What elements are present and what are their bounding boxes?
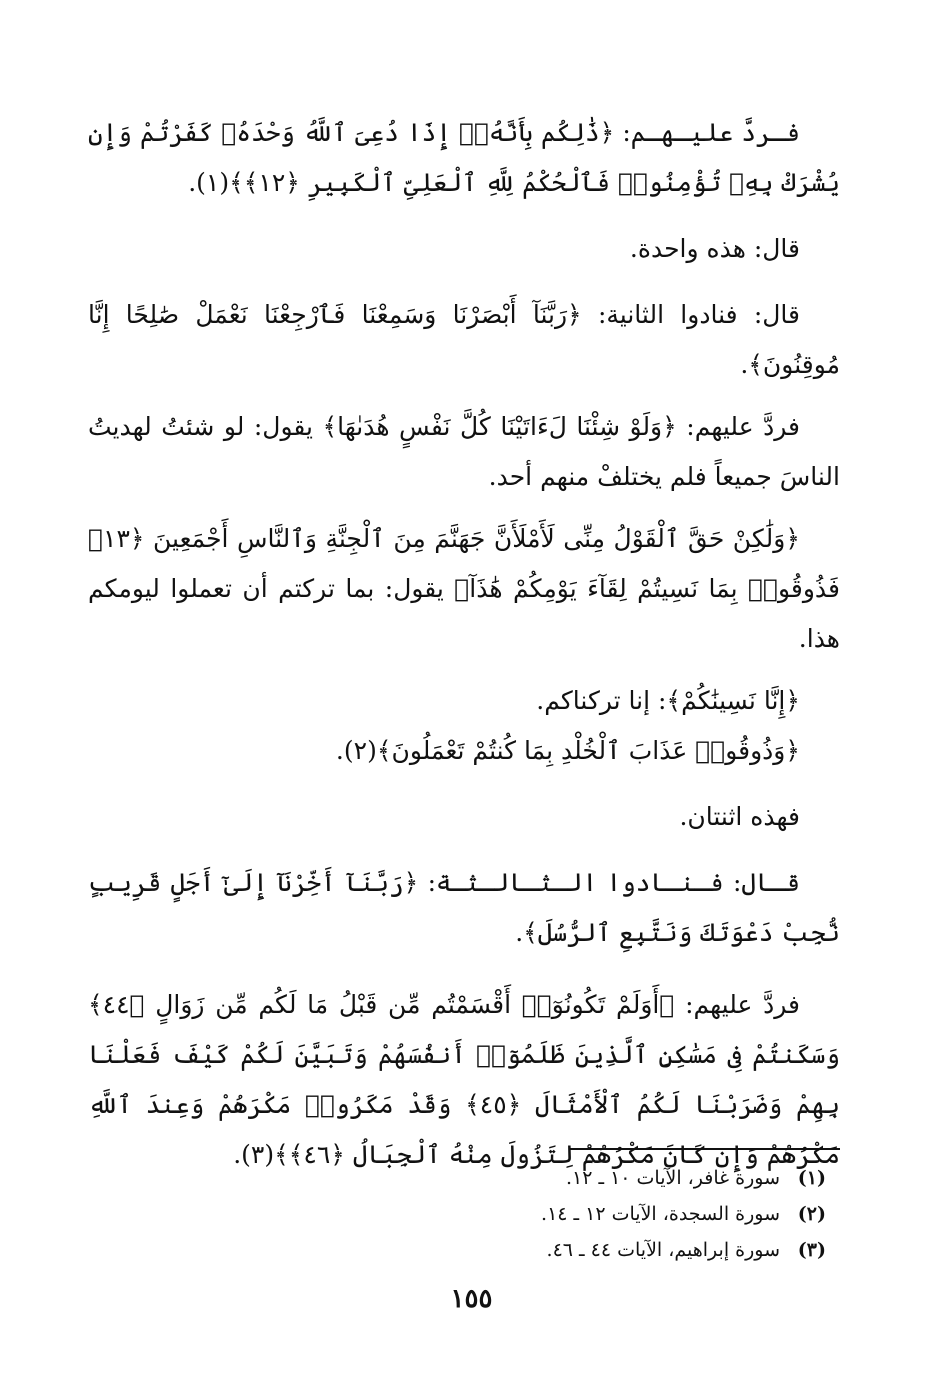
paragraph-6: ﴿إِنَّا نَسِينَٰكُمْ﴾: إنا تركناكم.	[536, 686, 800, 715]
main-text	[88, 108, 840, 1180]
paragraph-5: ﴿وَلَٰكِنْ حَقَّ ٱلْقَوْلُ مِنِّى لَأَمْلَأَنَّ جَهَنَّمَ مِنَ ٱلْجِنَّةِ وَٱلنَّاسِ أَجْمَعِينَ ﴿١٣﴾ فَذُوقُوا۟ بِمَا نَسِيتُمْ لِقَآءَ يَوْمِكُمْ هَٰذَآ﴾ يقول: بما تركتم أن تعملوا ليومكم هذا.	[88, 524, 840, 653]
paragraph-7: ﴿وَذُوقُوا۟ عَذَابَ ٱلْخُلْدِ بِمَا كُنتُمْ تَعْمَلُونَ﴾(٢).	[335, 736, 800, 765]
footnote-number: (٢)	[797, 1203, 826, 1225]
footnote-number: (٣)	[797, 1239, 826, 1261]
paragraph-9: قـال: فـنـادوا الـثـالـثـة: ﴿رَبَّنَآ أَخِّرْنَآ إِلَىٰٓ أَجَلٍ قَرِيبٍ نُّجِبْ دَعْوَتَكَ وَنَتَّبِعِ ٱلرُّسُلَ﴾.	[88, 868, 840, 947]
paragraph-2: قال: هذه واحدة.	[629, 234, 800, 263]
paragraph-10: فردَّ عليهم: ﴿أَوَلَمْ تَكُونُوٓا۟ أَقْسَمْتُم مِّن قَبْلُ مَا لَكُم مِّن زَوَالٍ ﴿٤٤﴾ وَسَكَنتُمْ فِى مَسَٰكِنِ ٱلَّذِينَ ظَلَمُوٓا۟ أَنفُسَهُمْ وَتَبَيَّنَ لَكُمْ كَيْفَ فَعَلْنَا بِهِمْ وَضَرَبْنَا لَكُمُ ٱلْأَمْثَالَ ﴿٤٥﴾ وَقَدْ مَكَرُوا۟ مَكْرَهُمْ وَعِندَ ٱللَّهِ مَكْرُهُمْ وَإِن كَانَ مَكْرُهُمْ لِتَزُولَ مِنْهُ ٱلْجِبَالُ ﴿٤٦﴾﴾(٣).	[88, 990, 840, 1169]
footnote-text: سورة غافر، الآيات ١٠ ـ ١٢.	[565, 1167, 780, 1189]
footnote-2	[88, 1196, 840, 1232]
footnote-text: سورة السجدة، الآيات ١٢ ـ ١٤.	[541, 1203, 780, 1225]
paragraph-1: فـردَّ عليـهـم: ﴿ذَٰلِكُم بِأَنَّهُۥٓ إِذَا دُعِىَ ٱللَّهُ وَحْدَهُۥ كَفَرْتُمْ وَإِن يُشْرَكْ بِهِۦ تُؤْمِنُوا۟ فَٱلْحُكْمُ لِلَّهِ ٱلْعَلِىِّ ٱلْكَبِيرِ ﴿١٢﴾﴾(١).	[88, 118, 840, 197]
footnote-number: (١)	[797, 1167, 826, 1189]
footnote-3	[88, 1232, 840, 1268]
paragraph-8: فهذه اثنتان.	[679, 802, 800, 831]
footnote-1	[88, 1160, 840, 1196]
page-number: ١٥٥	[450, 1284, 493, 1314]
footnotes	[88, 1148, 840, 1268]
footnote-divider	[570, 1148, 840, 1150]
footnote-text: سورة إبراهيم، الآيات ٤٤ ـ ٤٦.	[546, 1239, 780, 1261]
paragraph-4: فردَّ عليهم: ﴿وَلَوْ شِئْنَا لَءَاتَيْنَا كُلَّ نَفْسٍ هُدَىٰهَا﴾ يقول: لو شئتُ لهديتُ الناسَ جميعاً فلم يختلفْ منهم أحد.	[88, 412, 840, 491]
paragraph-3: قال: فنادوا الثانية: ﴿رَبَّنَآ أَبْصَرْنَا وَسَمِعْنَا فَٱرْجِعْنَا نَعْمَلْ صَٰلِحًا إِنَّا مُوقِنُونَ﴾.	[88, 300, 840, 379]
